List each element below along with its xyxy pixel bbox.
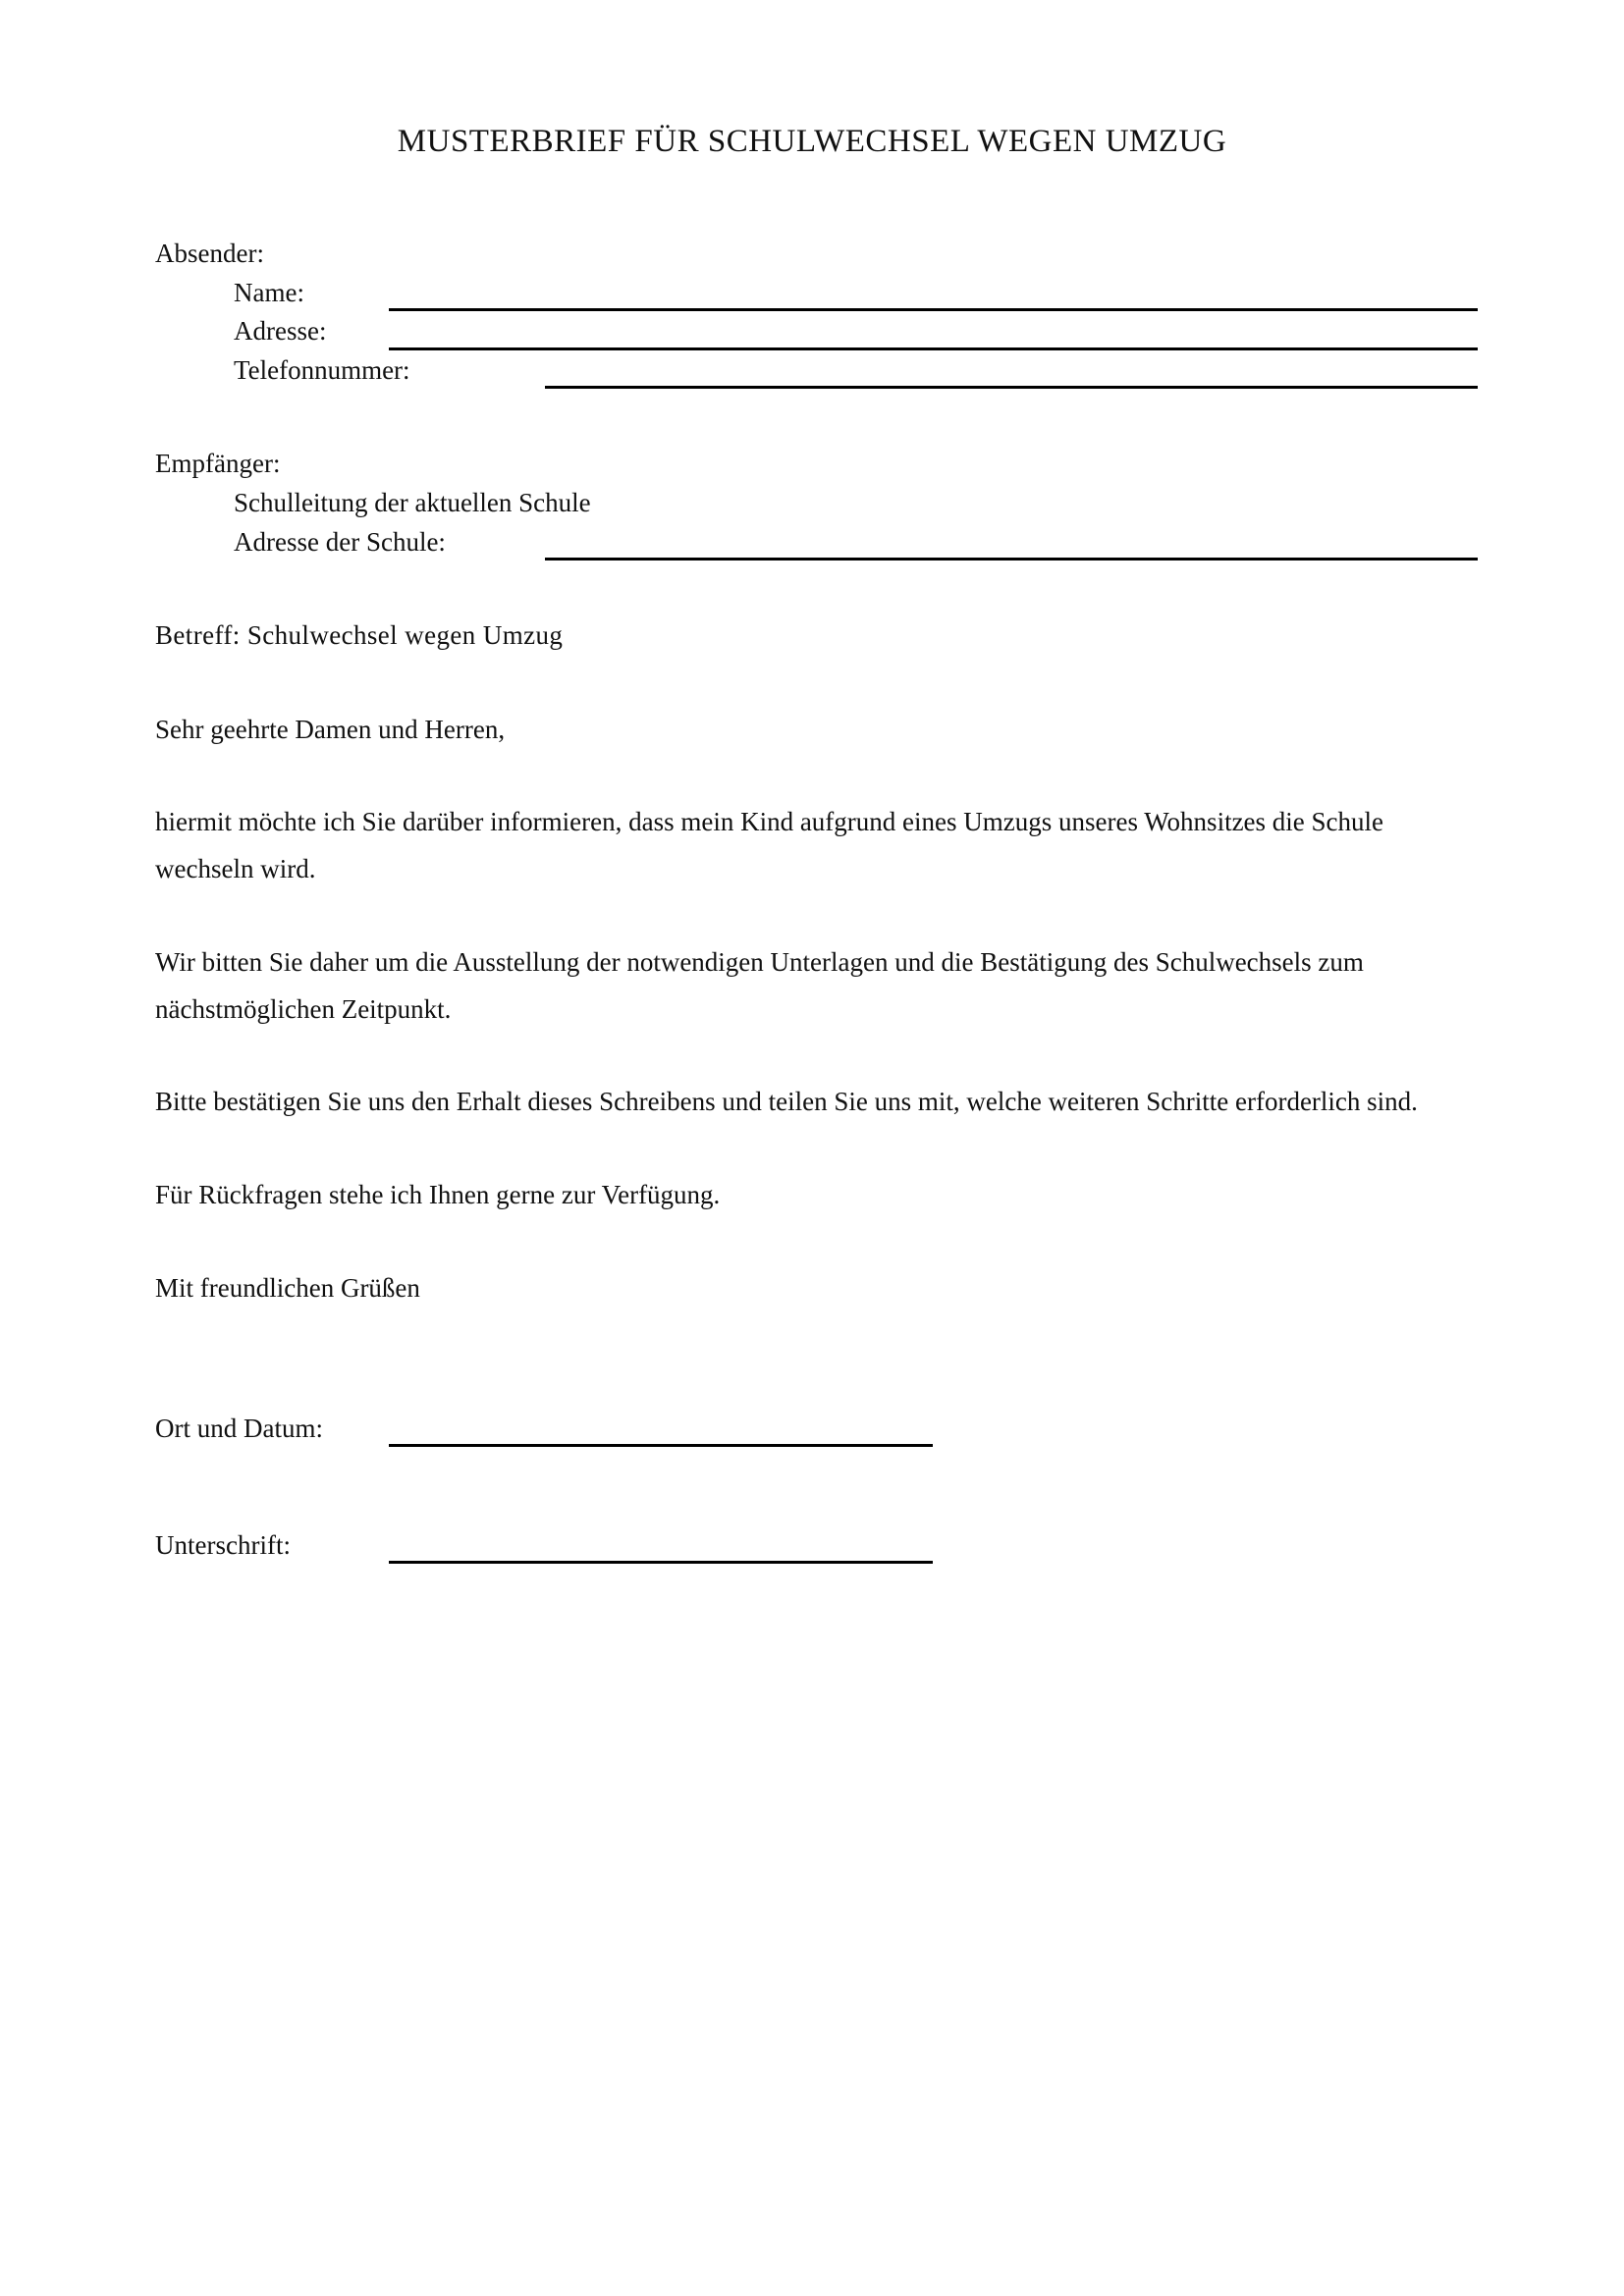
subject-line: Betreff: Schulwechsel wegen Umzug (155, 620, 564, 650)
sender-name-field[interactable] (389, 308, 1478, 311)
sender-address-field[interactable] (389, 347, 1478, 350)
sender-phone-field[interactable] (545, 386, 1478, 389)
recipient-heading: Empfänger: (155, 449, 281, 478)
recipient-line: Schulleitung der aktuellen Schule (234, 488, 591, 517)
recipient-school-address-label: Adresse der Schule: (234, 527, 446, 557)
place-date-field[interactable] (389, 1444, 933, 1447)
recipient-school-address-field[interactable] (545, 558, 1478, 561)
signature-label: Unterschrift: (155, 1530, 291, 1560)
page-title: MUSTERBRIEF FÜR SCHULWECHSEL WEGEN UMZUG (397, 124, 1227, 159)
body-paragraph-3: Bitte bestätigen Sie uns den Erhalt dieses Schreibens und teilen Sie uns mit, welche weiteren Schritte erforderlich sind. (155, 1087, 1418, 1116)
salutation: Sehr geehrte Damen und Herren, (155, 715, 506, 744)
sender-heading: Absender: (155, 239, 264, 268)
body-paragraph-1: hiermit möchte ich Sie darüber informieren, dass mein Kind aufgrund eines Umzugs unseres Wohnsitzes die Schule wechseln wird. (155, 807, 1384, 883)
sender-address-label: Adresse: (234, 316, 327, 346)
place-date-label: Ort und Datum: (155, 1414, 323, 1443)
sender-phone-label: Telefonnummer: (234, 355, 410, 385)
signature-field[interactable] (389, 1561, 933, 1564)
sender-name-label: Name: (234, 278, 304, 307)
body-paragraph-2: Wir bitten Sie daher um die Ausstellung der notwendigen Unterlagen und die Bestätigung des Schulwechsels zum nächstmöglichen Zeitpunkt. (155, 947, 1364, 1024)
closing: Mit freundlichen Grüßen (155, 1273, 420, 1303)
body-paragraph-4: Für Rückfragen stehe ich Ihnen gerne zur Verfügung. (155, 1180, 721, 1209)
